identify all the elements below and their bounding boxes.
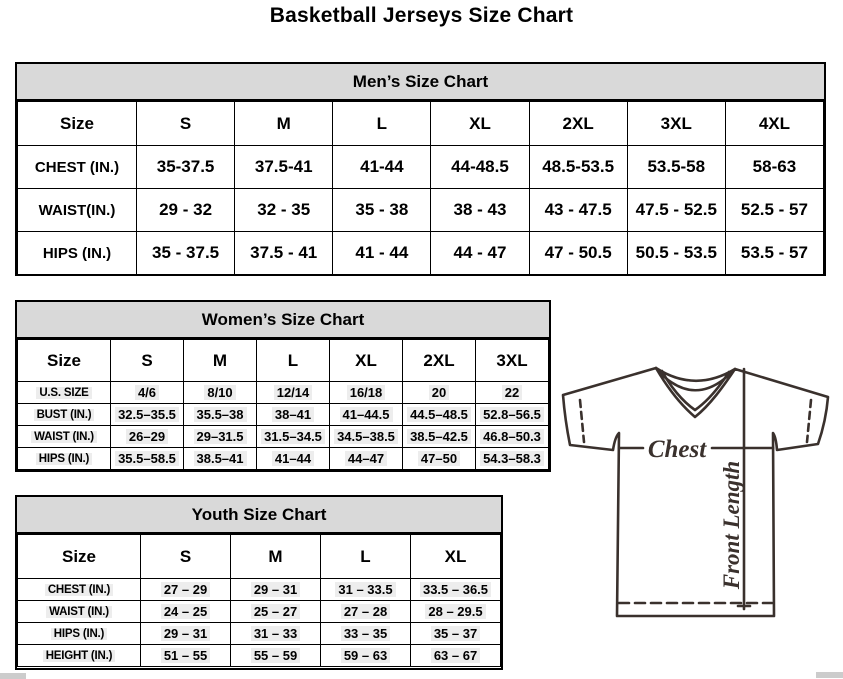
table-cell (403, 382, 476, 404)
cell-value: 41-44 (360, 157, 404, 176)
cell-value: WAIST(IN.) (38, 201, 116, 219)
cell-value: 38–41 (272, 407, 314, 422)
cell-value: 35 – 37 (431, 626, 480, 641)
table-cell (257, 382, 330, 404)
table-row (18, 579, 501, 601)
table-row (18, 382, 549, 404)
cell-value: 28 – 29.5 (425, 604, 485, 619)
table-cell (184, 448, 257, 470)
cell-value: 29 – 31 (251, 582, 300, 597)
cell-value: 33 – 35 (341, 626, 390, 641)
table-cell (333, 232, 431, 275)
size-header-row (18, 535, 501, 579)
column-header (18, 535, 141, 579)
column-header (321, 535, 411, 579)
cell-value: L (376, 113, 388, 133)
cell-value: 44.5–48.5 (407, 407, 471, 422)
cell-value: 52.8–56.5 (480, 407, 544, 422)
table-row (18, 601, 501, 623)
youth-size-table (17, 534, 501, 667)
cell-value: HIPS (IN.) (42, 244, 112, 262)
cell-value: XL (469, 113, 491, 133)
cell-value: 55 – 59 (251, 648, 300, 663)
column-header (111, 340, 184, 382)
cell-value: 32.5–35.5 (115, 407, 179, 422)
row-label (18, 146, 137, 189)
cell-value: CHEST (IN.) (34, 158, 120, 176)
cell-value: 54.3–58.3 (480, 451, 544, 466)
cell-value: Size (59, 113, 95, 133)
cell-value: 31 – 33 (251, 626, 300, 641)
table-cell (257, 426, 330, 448)
table-cell (333, 189, 431, 232)
table-cell (330, 404, 403, 426)
table-cell (235, 189, 333, 232)
cell-value: 3XL (496, 350, 528, 370)
table-cell (411, 623, 501, 645)
table-cell (184, 426, 257, 448)
cell-value: 35 - 37.5 (152, 243, 220, 262)
table-row (18, 189, 824, 232)
table-cell (403, 404, 476, 426)
table-cell (321, 579, 411, 601)
cell-value: 22 (502, 385, 522, 400)
table-cell (627, 189, 725, 232)
table-cell (476, 404, 549, 426)
cell-value: 2XL (562, 113, 594, 133)
table-cell (321, 623, 411, 645)
table-cell (141, 579, 231, 601)
cell-value: BUST (IN.) (34, 409, 95, 421)
jersey-outline (563, 368, 828, 616)
chest-label: Chest (647, 436, 707, 463)
table-cell (411, 601, 501, 623)
table-cell (141, 623, 231, 645)
table-cell (403, 448, 476, 470)
cell-value: S (141, 350, 153, 370)
table-cell (330, 448, 403, 470)
row-label (18, 382, 111, 404)
table-cell (476, 426, 549, 448)
size-header-row (18, 102, 824, 146)
column-header (431, 102, 529, 146)
womens-size-chart-header: Women’s Size Chart (17, 302, 549, 339)
table-cell (627, 232, 725, 275)
cell-value: 3XL (660, 113, 692, 133)
table-cell (111, 426, 184, 448)
cell-value: U.S. SIZE (36, 387, 91, 399)
cell-value: 35.5–58.5 (115, 451, 179, 466)
table-cell (137, 232, 235, 275)
cell-value: 51 – 55 (161, 648, 210, 663)
column-header (231, 535, 321, 579)
cell-value: XL (444, 546, 467, 566)
cell-value: S (179, 113, 192, 133)
column-header (141, 535, 231, 579)
cell-value: 43 - 47.5 (544, 200, 612, 219)
row-label (18, 404, 111, 426)
cell-value: 47.5 - 52.5 (635, 200, 717, 219)
table-cell (231, 601, 321, 623)
table-cell (184, 404, 257, 426)
table-cell (235, 146, 333, 189)
front-length-label: Front Length (719, 460, 744, 590)
cell-value: Size (46, 350, 82, 370)
mens-size-table (17, 101, 824, 275)
cell-value: 63 – 67 (431, 648, 480, 663)
table-cell (529, 232, 627, 275)
cell-value: 29–31.5 (194, 429, 247, 444)
column-header (411, 535, 501, 579)
table-cell (111, 382, 184, 404)
cell-value: 38.5–41 (194, 451, 247, 466)
table-cell (321, 645, 411, 667)
cell-value: M (276, 113, 291, 133)
row-label (18, 448, 111, 470)
cell-value: 25 – 27 (251, 604, 300, 619)
column-header (403, 340, 476, 382)
cell-value: 16/18 (347, 385, 386, 400)
column-header (333, 102, 431, 146)
table-row (18, 426, 549, 448)
cell-value: 12/14 (274, 385, 313, 400)
mens-size-chart-panel (15, 62, 826, 276)
row-label (18, 645, 141, 667)
youth-size-chart-panel (15, 495, 503, 670)
table-cell (725, 232, 823, 275)
cell-value: 44-48.5 (451, 157, 509, 176)
cell-value: 37.5-41 (254, 157, 313, 176)
row-label (18, 426, 111, 448)
cell-value: 29 - 32 (159, 200, 213, 219)
table-cell (431, 189, 529, 232)
cell-value: 53.5 - 57 (740, 243, 808, 262)
cell-value: 33.5 – 36.5 (420, 582, 491, 597)
table-cell (111, 448, 184, 470)
cell-value: 35-37.5 (156, 157, 215, 176)
column-header (18, 340, 111, 382)
cell-value: 41–44 (272, 451, 314, 466)
table-cell (333, 146, 431, 189)
womens-size-chart-panel (15, 300, 551, 472)
table-cell (141, 601, 231, 623)
row-label (18, 232, 137, 275)
cell-value: 2XL (423, 350, 455, 370)
table-cell (411, 579, 501, 601)
table-cell (431, 146, 529, 189)
cell-value: M (268, 546, 283, 566)
cell-value: 29 – 31 (161, 626, 210, 641)
cell-value: 8/10 (204, 385, 235, 400)
row-label (18, 601, 141, 623)
table-cell (529, 146, 627, 189)
cell-value: 4XL (758, 113, 791, 133)
size-header-row (18, 340, 549, 382)
table-cell (330, 382, 403, 404)
cell-value: M (212, 350, 228, 370)
mens-size-chart-header: Men’s Size Chart (17, 64, 824, 101)
column-header (137, 102, 235, 146)
cell-value: HEIGHT (IN.) (43, 650, 116, 662)
table-row (18, 404, 549, 426)
cell-value: 20 (429, 385, 449, 400)
table-cell (476, 448, 549, 470)
cell-value: 31 – 33.5 (335, 582, 395, 597)
cell-value: L (287, 350, 299, 370)
table-row (18, 623, 501, 645)
cell-value: 38 - 43 (453, 200, 507, 219)
cell-value: 4/6 (135, 385, 159, 400)
left-cuff-dashed-line (580, 400, 584, 442)
column-header (529, 102, 627, 146)
column-header (235, 102, 333, 146)
cell-value: HIPS (IN.) (36, 453, 92, 465)
table-cell (725, 146, 823, 189)
table-cell (111, 404, 184, 426)
cell-value: XL (355, 350, 377, 370)
column-header (725, 102, 823, 146)
table-cell (184, 382, 257, 404)
column-header (18, 102, 137, 146)
cell-value: 31.5–34.5 (261, 429, 325, 444)
cell-value: 24 – 25 (161, 604, 210, 619)
cell-value: 59 – 63 (341, 648, 390, 663)
column-header (184, 340, 257, 382)
cell-value: 47–50 (418, 451, 460, 466)
row-label (18, 189, 137, 232)
table-row (18, 645, 501, 667)
table-cell (476, 382, 549, 404)
row-label (18, 579, 141, 601)
cell-value: WAIST (IN.) (31, 431, 97, 443)
cell-value: 53.5-58 (647, 157, 706, 176)
table-cell (235, 232, 333, 275)
cell-value: 50.5 - 53.5 (635, 243, 717, 262)
table-cell (431, 232, 529, 275)
table-row (18, 146, 824, 189)
column-header (257, 340, 330, 382)
table-cell (411, 645, 501, 667)
cell-value: S (179, 546, 192, 566)
table-cell (141, 645, 231, 667)
table-cell (231, 623, 321, 645)
cell-value: 48.5-53.5 (542, 157, 615, 176)
column-header (476, 340, 549, 382)
cell-value: 38.5–42.5 (407, 429, 471, 444)
cell-value: CHEST (IN.) (45, 584, 113, 596)
womens-size-table (17, 339, 549, 470)
cell-value: WAIST (IN.) (46, 606, 112, 618)
row-label (18, 623, 141, 645)
table-cell (403, 426, 476, 448)
cell-value: 44 - 47 (453, 243, 507, 262)
cell-value: 41 - 44 (355, 243, 409, 262)
cell-value: 34.5–38.5 (334, 429, 398, 444)
table-row (18, 448, 549, 470)
jersey-diagram-icon (555, 357, 835, 622)
cell-value: 27 – 28 (341, 604, 390, 619)
table-cell (137, 189, 235, 232)
column-header (330, 340, 403, 382)
cell-value: 26–29 (126, 429, 168, 444)
table-cell (257, 448, 330, 470)
table-cell (725, 189, 823, 232)
youth-size-chart-header: Youth Size Chart (17, 497, 501, 534)
cell-value: 47 - 50.5 (544, 243, 612, 262)
table-cell (231, 645, 321, 667)
cell-value: 35.5–38 (194, 407, 247, 422)
cell-value: 27 – 29 (161, 582, 210, 597)
jersey-measurement-diagram (555, 357, 835, 622)
right-cuff-dashed-line (807, 400, 811, 442)
scrollbar-fragment-right[interactable] (816, 672, 843, 678)
column-header (627, 102, 725, 146)
cell-value: 37.5 - 41 (250, 243, 318, 262)
table-cell (529, 189, 627, 232)
cell-value: 32 - 35 (257, 200, 311, 219)
table-cell (257, 404, 330, 426)
cell-value: 35 - 38 (355, 200, 409, 219)
cell-value: 58-63 (752, 157, 797, 176)
table-cell (627, 146, 725, 189)
page-title: Basketball Jerseys Size Chart (269, 4, 574, 27)
cell-value: Size (61, 546, 97, 566)
table-row (18, 232, 824, 275)
table-cell (231, 579, 321, 601)
scrollbar-fragment-left[interactable] (0, 673, 26, 679)
cell-value: L (360, 546, 371, 566)
table-cell (137, 146, 235, 189)
cell-value: 41–44.5 (340, 407, 393, 422)
cell-value: 44–47 (345, 451, 387, 466)
cell-value: HIPS (IN.) (51, 628, 107, 640)
table-cell (321, 601, 411, 623)
cell-value: 46.8–50.3 (480, 429, 544, 444)
table-cell (330, 426, 403, 448)
cell-value: 52.5 - 57 (740, 200, 808, 219)
